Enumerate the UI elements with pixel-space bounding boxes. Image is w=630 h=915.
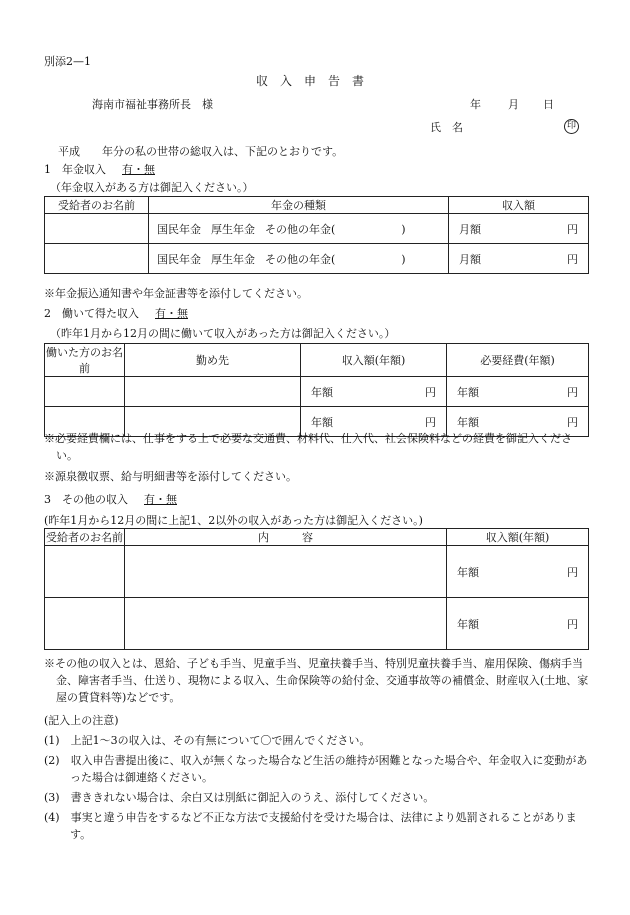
- work-income-cell[interactable]: 年額 円: [301, 377, 447, 407]
- month-label: 月: [508, 98, 519, 111]
- other-header-name: 受給者のお名前: [45, 529, 125, 546]
- pension-header-name: 受給者のお名前: [45, 197, 149, 214]
- other-name-cell[interactable]: [45, 546, 125, 598]
- table-row: [45, 598, 589, 650]
- work-header-expense: 必要経費(年額): [447, 344, 589, 377]
- intro-text: 平成 年分の私の世帯の総収入は、下記のとおりです。: [58, 145, 344, 158]
- work-income-table: [44, 343, 589, 437]
- table-row: [45, 244, 589, 274]
- office-addressee: 海南市福祉事務所長 様: [92, 98, 213, 111]
- work-header-employer: 勤め先: [125, 344, 301, 377]
- section1-note: ※年金振込通知書や年金証書等を添付してください。: [44, 287, 308, 300]
- section1-choice[interactable]: 有・無: [122, 163, 155, 176]
- seal-mark: 印: [564, 118, 579, 134]
- note-item: (1) 上記1～3の収入は、その有無について〇で囲んでください。: [44, 734, 371, 747]
- work-expense-cell[interactable]: 年額 円: [447, 377, 589, 407]
- day-label: 日: [543, 98, 554, 111]
- work-income-cell[interactable]: 年額 円: [301, 407, 447, 437]
- table-row: [45, 546, 589, 598]
- document-title: 収 入 申 告 書: [256, 74, 365, 88]
- other-header-content: 内 容: [125, 529, 447, 546]
- note-item: (2) 収入申告書提出後に、収入が無くなった場合など生活の維持が困難となった場合や、年金収入に変動があった場合は御連絡ください。: [44, 754, 588, 784]
- notes-heading: (記入上の注意): [44, 714, 119, 727]
- table-row: [45, 377, 589, 407]
- section3-subtitle: (昨年1月から12月の間に上記1、2以外の収入があった方は御記入ください。): [44, 514, 423, 527]
- work-employer-cell[interactable]: [125, 377, 301, 407]
- pension-name-cell[interactable]: [45, 244, 149, 274]
- work-expense-cell[interactable]: 年額 円: [447, 407, 589, 437]
- pension-amount-cell[interactable]: 月額 円: [449, 214, 589, 244]
- pension-header-amount: 収入額: [449, 197, 589, 214]
- other-content-cell[interactable]: [125, 598, 447, 650]
- other-income-table: [44, 528, 589, 650]
- other-header-income: 収入額(年額): [447, 529, 589, 546]
- note-item: (4) 事実と違う申告をするなど不正な方法で支援給付を受けた場合は、法律により処罰されることがあります。: [44, 811, 577, 841]
- name-label: 氏 名: [430, 121, 463, 134]
- work-header-income: 収入額(年額): [301, 344, 447, 377]
- attachment-label: 別添2—1: [44, 55, 91, 68]
- pension-name-cell[interactable]: [45, 214, 149, 244]
- notes-list: [26, 732, 592, 843]
- pension-table: [44, 196, 589, 274]
- section1-title: 1 年金収入 有・無: [44, 163, 155, 176]
- section1-subtitle: （年金収入がある方は御記入ください。）: [50, 181, 254, 194]
- other-content-cell[interactable]: [125, 546, 447, 598]
- section2-notes: [44, 430, 592, 485]
- pension-kind-cell[interactable]: 国民年金 厚生年金 その他の年金( ): [149, 244, 449, 274]
- pension-kind-cell[interactable]: 国民年金 厚生年金 その他の年金( ): [149, 214, 449, 244]
- note-item: (3) 書ききれない場合は、余白又は別紙に御記入のうえ、添付してください。: [44, 791, 435, 804]
- other-name-cell[interactable]: [45, 598, 125, 650]
- table-row: [45, 214, 589, 244]
- section3-choice[interactable]: 有・無: [144, 493, 177, 506]
- section3-note: ※その他の収入とは、恩給、子ども手当、児童手当、児童扶養手当、特別児童扶養手当、雇用保険、傷病手当金、障害者手当、仕送り、現物による収入、生命保険等の給付金、交通事故等の補償金、財産収入(土地、家屋の賃貸料等)などです。: [44, 657, 589, 704]
- year-label: 年: [470, 98, 481, 111]
- section3-title: 3 その他の収入 有・無: [44, 493, 177, 506]
- other-income-cell[interactable]: 年額 円: [447, 546, 589, 598]
- section2-subtitle: （昨年1月から12月の間に働いて収入があった方は御記入ください。）: [50, 327, 396, 340]
- pension-amount-cell[interactable]: 月額 円: [449, 244, 589, 274]
- section2-title: 2 働いて得た収入 有・無: [44, 307, 188, 320]
- section2-note-expenses: ※必要経費欄には、仕事をする上で必要な交通費、材料代、仕入代、社会保険料などの経費を御記入ください。: [44, 432, 572, 462]
- section2-note-attach: ※源泉徴収票、給与明細書等を添付してください。: [44, 470, 297, 483]
- work-name-cell[interactable]: [45, 377, 125, 407]
- section2-choice[interactable]: 有・無: [155, 307, 188, 320]
- other-income-cell[interactable]: 年額 円: [447, 598, 589, 650]
- pension-header-kind: 年金の種類: [149, 197, 449, 214]
- work-header-name: 働いた方のお名前: [45, 344, 125, 377]
